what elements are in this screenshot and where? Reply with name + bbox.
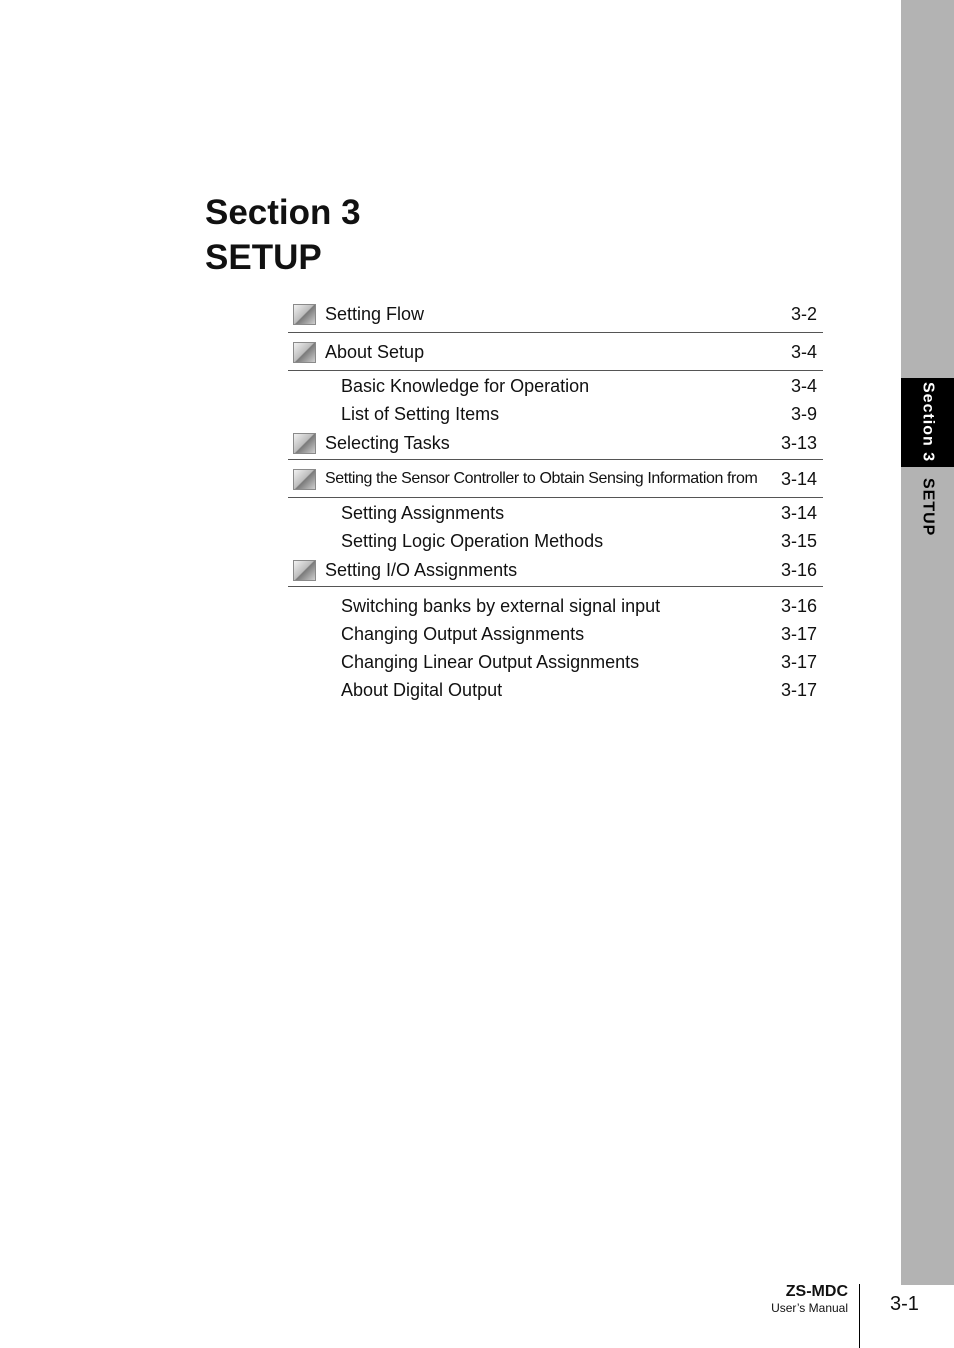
side-thumb-bar [901, 0, 954, 1285]
bullet-square-icon [293, 433, 316, 454]
toc-label: Basic Knowledge for Operation [341, 375, 590, 396]
footer-brand [771, 1283, 848, 1315]
toc-row[interactable] [288, 676, 823, 704]
toc-label: Switching banks by external signal input [341, 595, 661, 616]
bullet-square-icon [293, 469, 316, 490]
toc-label: Selecting Tasks [325, 433, 450, 453]
toc-label: Setting Assignments [341, 502, 505, 523]
toc-label: Setting I/O Assignments [325, 560, 518, 580]
side-tab-section [901, 378, 954, 467]
toc-page: 3-17 [780, 623, 817, 644]
toc-page: 3-14 [780, 502, 817, 523]
toc-row[interactable] [288, 620, 823, 648]
toc-label: About Digital Output [341, 679, 503, 700]
toc-page: 3-14 [780, 468, 817, 489]
toc-row[interactable] [288, 499, 823, 527]
toc-page: 3-17 [780, 651, 817, 672]
page-number: 3-1 [890, 1293, 919, 1315]
toc-row[interactable] [288, 461, 823, 498]
side-tab-title [901, 472, 954, 544]
section-label: Section 3 [205, 193, 361, 232]
section-title: SETUP [205, 238, 322, 277]
side-tab-section-label: Section 3 [919, 382, 937, 463]
toc-row[interactable] [288, 648, 823, 676]
toc-label: Changing Output Assignments [341, 623, 585, 644]
table-of-contents [288, 296, 823, 704]
toc-page: 3-17 [780, 679, 817, 700]
toc-page: 3-9 [790, 403, 817, 424]
toc-row[interactable] [288, 428, 823, 460]
toc-row[interactable] [288, 372, 823, 400]
toc-label: List of Setting Items [341, 403, 500, 424]
toc-label: Setting Logic Operation Methods [341, 530, 604, 551]
product-name: ZS-MDC [785, 1283, 848, 1300]
toc-page: 3-13 [780, 433, 817, 453]
toc-row[interactable] [288, 592, 823, 620]
toc-row[interactable] [288, 527, 823, 555]
toc-row[interactable] [288, 400, 823, 428]
toc-label: Setting Flow [325, 303, 425, 324]
toc-row[interactable] [288, 555, 823, 587]
toc-page: 3-4 [790, 375, 817, 396]
toc-label: Changing Linear Output Assignments [341, 651, 640, 672]
toc-label: About Setup [325, 341, 425, 362]
bullet-square-icon [293, 342, 316, 363]
manual-name: User’s Manual [771, 1301, 848, 1315]
toc-row[interactable] [288, 334, 823, 371]
toc-page: 3-4 [790, 341, 817, 362]
toc-page: 3-16 [780, 595, 817, 616]
side-tab-title-label: SETUP [919, 478, 937, 537]
toc-page: 3-16 [780, 560, 817, 580]
bullet-square-icon [293, 560, 316, 581]
toc-row[interactable] [288, 296, 823, 333]
toc-page: 3-15 [780, 530, 817, 551]
bullet-square-icon [293, 304, 316, 325]
footer-divider [859, 1284, 860, 1348]
toc-label: Setting the Sensor Controller to Obtain Sensing Information from [325, 470, 758, 487]
toc-page: 3-2 [790, 303, 817, 324]
page-title [205, 190, 361, 280]
